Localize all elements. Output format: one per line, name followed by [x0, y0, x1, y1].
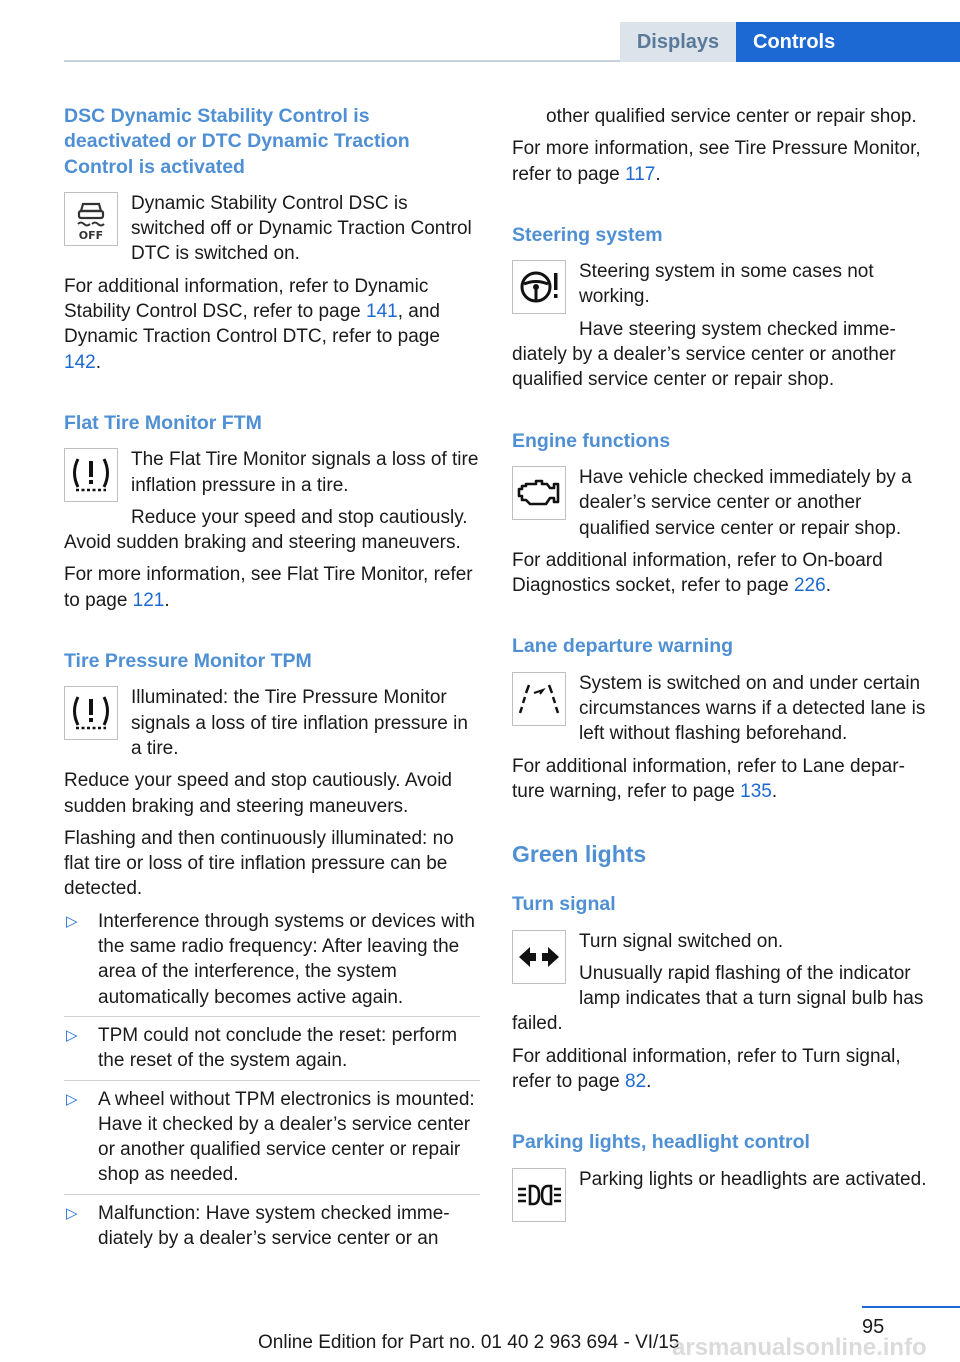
section-title: Engine functions: [512, 429, 671, 452]
ref-text: .: [825, 575, 831, 597]
turn-reference: [512, 1044, 928, 1095]
list-item: [64, 909, 480, 1017]
section-parking: [512, 1130, 928, 1192]
icon-text: Steering system in some cases not working.: [579, 261, 874, 308]
engine-icon: [512, 466, 566, 520]
ref-text: For more information, see Tire Pressure Monitor, refer to page: [512, 138, 921, 185]
list-item-text: Malfunction: Have system checked immediately by a dealer’s service center or an: [98, 1202, 450, 1249]
ref-text: For additional information, refer to Lane departure warning, refer to page: [512, 755, 905, 802]
tpm-paragraph: Flashing and then continuously illuminated: no flat tire or loss of tire inflation pressure can be detected.: [64, 827, 454, 900]
section-title: Turn signal: [512, 893, 616, 916]
icon-text: The Flat Tire Monitor signals a loss of tire inflation pressure in a tire.: [131, 449, 479, 496]
dsc-off-icon: [64, 192, 118, 246]
section-lane: [512, 634, 928, 804]
engine-reference: [512, 548, 928, 599]
watermark: arsmanualsonline.info: [672, 1334, 927, 1361]
page-link-226[interactable]: 226: [793, 575, 826, 597]
lane-reference: [512, 754, 928, 805]
svg-text:OFF: OFF: [78, 228, 104, 241]
ref-text: .: [771, 780, 778, 802]
list-item: [64, 1023, 480, 1081]
tab-controls[interactable]: Controls: [736, 22, 960, 62]
section-tpm: [64, 649, 480, 1257]
icon-text: Dynamic Stability Control DSC is switched off or Dynamic Traction Control DTC is switched on.: [131, 192, 472, 265]
page-link-142[interactable]: 142: [64, 351, 96, 373]
turn-signal-icon: [512, 930, 566, 984]
right-column: [512, 100, 928, 1225]
ref-text: .: [655, 163, 661, 185]
parking-lights-icon: [512, 1168, 566, 1222]
list-item: [64, 1201, 480, 1258]
section-turn: [512, 892, 928, 1094]
section-green-lights: [512, 840, 928, 868]
tpm-reference: [512, 136, 928, 187]
page-number: 95: [862, 1316, 885, 1338]
section-title: DSC Dynamic Stability Control is deactivated or DTC Dynamic Traction Control is activated: [64, 105, 410, 178]
page-link-135[interactable]: 135: [740, 780, 772, 802]
icon-text: System is switched on and under certain circumstances warns if a detected lane is left without flashing beforehand.: [579, 672, 926, 745]
icon-text: Illuminated: the Tire Pressure Monitor signals a loss of tire inflation pressure in a tire.: [131, 687, 468, 759]
icon-text: Reduce your speed and stop cautiously. Avoid sudden braking and steering maneuvers.: [64, 506, 468, 554]
tire-warning-icon: [64, 686, 118, 740]
ref-text: .: [95, 351, 101, 373]
section-title: Lane departure warning: [512, 635, 734, 658]
dsc-reference: [64, 274, 480, 375]
page-link-141[interactable]: 141: [366, 301, 398, 323]
tpm-bullet-list: [64, 909, 480, 1258]
section-steering: [512, 223, 928, 393]
bullet-icon: ▷: [66, 1204, 78, 1222]
section-dsc: [64, 104, 480, 375]
steering-warning-icon: [512, 260, 566, 314]
left-column: [64, 100, 480, 1263]
section-title: Tire Pressure Monitor TPM: [64, 650, 312, 673]
tab-displays[interactable]: Displays: [620, 22, 736, 62]
tpm-paragraph: Reduce your speed and stop cautiously. Avoid sudden braking and steering maneuvers.: [64, 770, 452, 817]
list-item-text: A wheel without TPM electronics is mounted: Have it checked by a dealer’s service center or another qualified service center or repair shop as needed.: [98, 1088, 475, 1186]
lane-departure-icon: [512, 672, 566, 726]
section-title: Parking lights, headlight control: [512, 1131, 810, 1154]
page-link-121[interactable]: 121: [132, 589, 165, 611]
ref-text: .: [646, 1071, 652, 1093]
section-title: Flat Tire Monitor FTM: [64, 411, 262, 434]
section-engine: [512, 429, 928, 599]
section-tpm-continued: [512, 104, 928, 187]
list-item-text: Interference through systems or devices with the same radio frequency: After leaving the area of the interference, the system automatically becomes active again.: [98, 910, 476, 1008]
ref-text: For additional information, refer to Turn signal, refer to page: [512, 1045, 901, 1093]
section-title: Steering system: [512, 223, 663, 246]
icon-text: Have vehicle checked immediately by a dealer’s service center or another qualified service center or repair shop.: [579, 466, 912, 539]
icon-text: Turn signal switched on.: [579, 930, 784, 952]
icon-text: Parking lights or headlights are activated.: [579, 1168, 927, 1190]
ref-text: .: [164, 589, 170, 611]
footer-rule: [862, 1306, 960, 1308]
edition-text: Online Edition for Part no. 01 40 2 963 694 - VI/15: [258, 1332, 680, 1353]
ftm-reference: [64, 562, 480, 613]
section-ftm: [64, 411, 480, 613]
ref-text: For additional information, refer to Dynamic Stability Control DSC, refer to page: [64, 275, 429, 323]
page-link-82[interactable]: 82: [625, 1071, 647, 1093]
icon-text: Unusually rapid flashing of the indicator lamp indicates that a turn signal bulb has failed.: [512, 962, 924, 1035]
bullet-icon: ▷: [66, 1026, 78, 1044]
bullet-icon: ▷: [66, 1090, 78, 1108]
page-link-117[interactable]: 117: [625, 163, 656, 185]
ref-text: For more information, see Flat Tire Monitor, refer to page: [64, 564, 473, 611]
ref-text: For additional information, refer to On-board Diagnostics socket, refer to page: [512, 549, 883, 597]
continued-text: other qualified service center or repair shop.: [546, 106, 917, 127]
icon-text: Have steering system checked immediately by a dealer’s service center or another qualified service center or repair shop.: [512, 318, 896, 391]
list-item: [64, 1087, 480, 1195]
list-item-text: TPM could not conclude the reset: perform the reset of the system again.: [98, 1024, 458, 1072]
tire-warning-icon: [64, 448, 118, 502]
ref-text: , and Dynamic Traction Control DTC, refer to page: [64, 301, 440, 348]
bullet-icon: ▷: [66, 912, 78, 930]
chapter-title: Green lights: [512, 841, 647, 868]
